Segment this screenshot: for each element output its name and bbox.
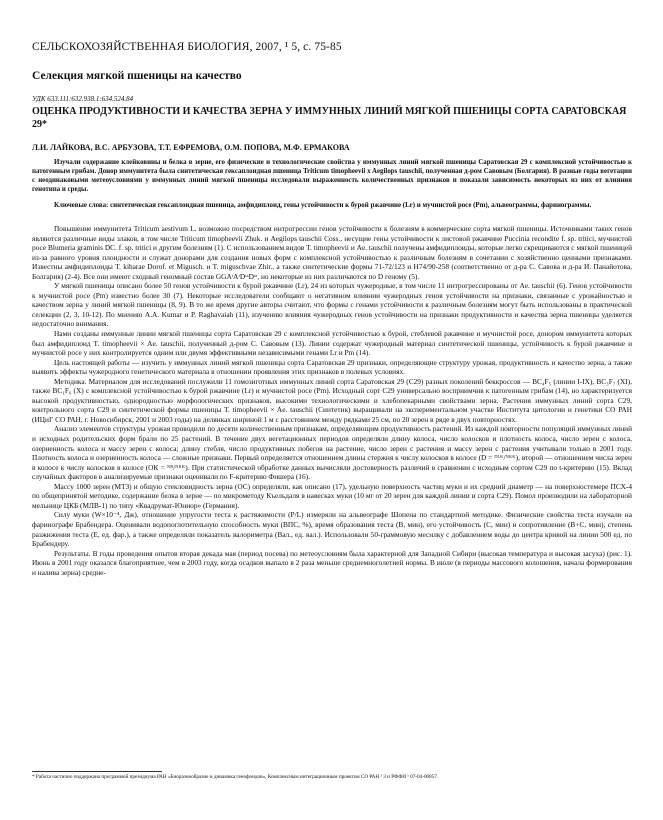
paragraph: Анализ элементов структуры урожая проводили по десяти количественным признакам, определяющим продуктивность растений. Из каждой повторности популяций иммунных линий и исходных родительских форм брали по 25 растений. В течение двух вегетационных периодов определяли длину колоса, число колосков и плотность колоса, число зерен с колоса, озерненность колоса и массу зерен с колоса; длину стебля, число продуктивных побегов на растение, число зерен с растения и массу зерен с растения учитывали только в 2001 году. Плотность колоса и озерненность колоса — сложные признаки. Первый определяется отношением длины стержня к числу колосков в колосе (D = ᴰᴸᴷ/ᴺᴷᴷ), второй — отношением числа зерен в колосе к числу колосков в колосе (ОК = ᴺᴮ/ᴺᴷᴷ). При статистической обработке данных вычисляли достоверность различий в сравнении с исходным сортом С29 по t-критерию (15). Вклад случайных факторов в анализируемые признаки оценивали по F-критерию Фишера (16). <box>32 424 632 482</box>
paragraph: Цель настоящей работы — изучить у иммунных линий мягкой пшеницы сорта Саратовская 29 признаки, определяющие структуру урожая, продуктивность и качество зерна, а также выявить эффекты чужеродного генетического материала в отношении проявления этих признаков в полевых условиях. <box>32 357 632 377</box>
paragraph: Результаты. В годы проведения опытов вторая декада мая (период посева) по метеоусловиям была характерной для Западной Сибири (высокая температура и высокая засуха) (рис. 1). Июнь в 2001 году оказался благоприятнее, чем в 2003 году, когда осадков выпало в 2 раза меньше среднемноголетней нормы. В июле (в периоды массового колошения, начала формирования и налива зерна) средне- <box>32 548 632 577</box>
article-body <box>32 224 632 577</box>
section-title: Селекция мягкой пшеницы на качество <box>32 70 242 82</box>
journal-header: СЕЛЬСКОХОЗЯЙСТВЕННАЯ БИОЛОГИЯ, 2007, ¹ 5, с. 75-85 <box>32 41 342 53</box>
footnote: * Работа частично поддержана программой президиума РАН «Биоразнообразие и динамика генофондов», Комплексным интеграционным проектом СО РАН ¹ 3 и РФФИ ¹ 07-04-00857. <box>32 774 439 780</box>
keywords: Ключевые слова: синтетическая гексаплоидная пшеница, амфидиплоид, гены устойчивости к бурой ржавчине (Lr) и мучнистой росе (Pm), альвеограммы, фаринограммы. <box>54 202 592 209</box>
paragraph: Нами созданы иммунные линии мягкой пшеницы сорта Саратовская 29 с комплексной устойчивостью к бурой, стеблевой ржавчине и мучнистой росе, донором иммунитета которых был амфидиплоид T. timopheevii × Ae. tauschii, полученный д-ром С. Савовым (13). Линии содержат чужеродный материал синтетической пшеницы, устойчивость к бурой ржавчине и мучнистой росе у них контролируется одним или двумя эффективными независимыми генами Lr и Pm (14). <box>32 329 632 358</box>
authors: Л.И. ЛАЙКОВА, В.С. АРБУЗОВА, Т.Т. ЕФРЕМОВА, О.М. ПОПОВА, М.Ф. ЕРМАКОВА <box>32 143 350 152</box>
paragraph: У мягкой пшеницы описано более 50 генов устойчивости к бурой ржавчине (Lr), 24 из которых чужеродные, в том числе 11 интрогрессированы от Ae. tauschii (6). Генов устойчивости к мучнистой росе (Pm) известно более 30 (7). Некоторые исследователи сообщают о негативном влиянии чужеродных генов устойчивости на признаки, связанные с урожайностью и качеством зерна у линий мягкой пшеницы (8, 9). В то же время другие авторы считают, что формы с генами устойчивости к различным болезням могут быть использованы в практической селекции (2, 3, 10-12). По мнению А.А. Kumar и P. Raghavaiah (11), изучению влияния чужеродных генов устойчивости на признаки продуктивности и качества зерна пшеницы уделяется недостаточно внимания. <box>32 281 632 329</box>
footnote-divider <box>32 771 162 772</box>
abstract-text: Изучали содержание клейковины и белка в зерне, его физические и технологические свойства у иммунных линий мягкой пшеницы Саратовская 29 с комплексной устойчивостью к патогенным грибам. Донор иммунитета была синтетическая гексаплоидная пшеница Triticum timopheevii x Aegilops tauschii, полученная д-ром Савовым (Болгария). В разные годы вегетации с неодинаковыми метеоусловиями у иммунных линий мягкой пшеницы исследовали выраженность количественных признаков и показали зависимость некоторых из них от влияния генотипа и среды. <box>32 159 632 194</box>
paragraph: Массу 1000 зерен (МТЗ) и общую стекловидность зерна (ОС) определяли, как описано (17), удельную поверхность частиц муки и их средний диаметр — на поверхностемере ПСХ-4 по общепринятой методике, содержание белка в зерне — по микрометоду Къельдаля в навесках муки (10 мг от 20 зерен для каждой линии и сорта С29). Помол производили на лабораторной мельнице ЦКБ (МЛВ-1) по типу «Квадрумат-Юниор» (Германия). <box>32 481 632 510</box>
paragraph: Силу муки (W×10⁻⁴, Дж), отношение упругости теста к растяжимости (P/L) измеряли на альвеографе Шопена по стандартной методике. Физические свойства теста изучали на фаринографе Брабендера. Оценивали водопоглотительную способность муки (ВПС, %), время образования теста (В, мин), его устойчивость (С, мин) и сопротивление (В+С, мин), степень разжижения теста (Е, ед. фар.), а также определяли показатель валориметра (Вал., ед. вал.). Использовали 50-граммовую месилку с добавлением воды до центра кривой на линии 500 ед. по Брабендеру. <box>32 510 632 549</box>
paragraph: Повышение иммунитета Triticum aestivum L. возможно посредством интрогрессии генов устойчивости к болезням в коммерческие сорта мягкой пшеницы. Источниками таких генов являются различные виды злаков, в том числе Triticum timopheevii Zhuk. и Aegilops tauschii Coss., несущие гены устойчивости к листовой ржавчине Puccinia recondite f. sp. tritici, мучнистой росе Blumeria graminis DC. f. sp. tritici и другим болезням (1). С использованием видов T. timopheevii и Ae. tauschii получены амфидиплоиды, которые легко скрещиваются с мягкой пшеницей из-за равного уровня плоидности и служат донорами для создания новых форм с комплексной устойчивостью к различным болезням в сочетании с хозяйственно ценными признаками. Известны амфидиплоиды T. kiharae Dorof. et Migusch. и T. miguschvae Zhir., а также синтетические формы 71-72/123 и H74/90-258 (соответственно от д-ра С. Савова и д-ра И. Панайотова, Болгария) (2-4). Все они имеют сходный геномный состав GGAᵗAᵗDᵗᵃDᵗᵃ, но некоторые из них различаются по D геному (5). <box>32 224 632 281</box>
abstract <box>32 158 632 194</box>
udk-code: УДК 633.111:632.938.1:634.524.84 <box>32 95 134 103</box>
article-title: ОЦЕНКА ПРОДУКТИВНОСТИ И КАЧЕСТВА ЗЕРНА У ИММУННЫХ ЛИНИЙ МЯГКОЙ ПШЕНИЦЫ СОРТА САРАТОВСКАЯ 29* <box>32 106 627 130</box>
paragraph: Методика. Материалом для исследований послужили 11 гомозиготных иммунных линий сорта Саратовская 29 (С29) разных поколений беккроссов — BC₄F₅ (линии I-IX), BC₃F₇ (XI), также BC₁F₆ (X) с комплексной устойчивостью к бурой ржавчине (Lr) и мучнистой росе (Pm). Исходный сорт С29 универсально восприимчив к патогенным грибам (14), но характеризуется высокой продуктивностью, однородностью морфологических признаков, высокими технологическими и хлебопекарными свойствами зерна. Растения иммунных линий сорта С29, контрольного сорта С29 и синтетической формы пшеницы T. timopheevii × Ae. tauschii (Синтетик) выращивали на экспериментальном участке Института цитологии и генетики СО РАН (ИЦиГ СО РАН, г. Новосибирск, 2001 и 2003 годы) на делянках шириной 1 м с расстоянием между рядками 25 см, по 20 зерен в ряде в двух повторностях. <box>32 376 632 424</box>
